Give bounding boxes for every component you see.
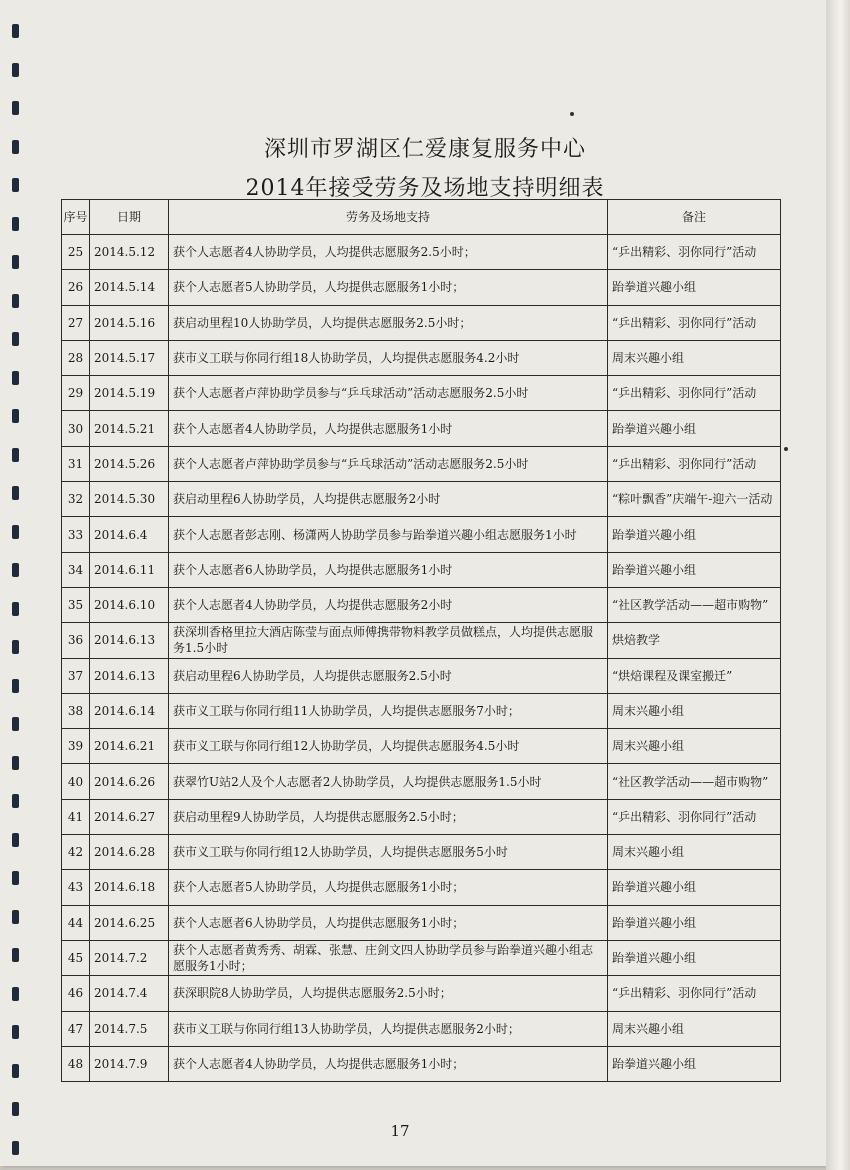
row-date-cell: 2014.6.11: [90, 552, 169, 587]
binding-ring: [12, 486, 19, 500]
binding-ring: [12, 717, 19, 731]
row-remark-cell: 周末兴趣小组: [608, 340, 781, 375]
row-remark-cell: 跆拳道兴趣小组: [608, 905, 781, 940]
row-support-cell: 获个人志愿者卢萍协助学员参与“乒乓球活动”活动志愿服务2.5小时: [169, 376, 608, 411]
row-date-cell: 2014.6.13: [90, 623, 169, 658]
table-row: [62, 835, 781, 870]
row-number-cell: 25: [62, 235, 90, 270]
row-support-cell: 获个人志愿者4人协助学员，人均提供志愿服务1小时: [169, 411, 608, 446]
row-remark-cell: “社区教学活动——超市购物”: [608, 764, 781, 799]
binding-ring: [12, 987, 19, 1001]
binding-ring: [12, 871, 19, 885]
row-date-cell: 2014.5.17: [90, 340, 169, 375]
row-remark-cell: 烘焙教学: [608, 623, 781, 658]
binding-ring: [12, 1141, 19, 1155]
table-row: [62, 235, 781, 270]
row-support-cell: 获启动里程10人协助学员，人均提供志愿服务2.5小时；: [169, 305, 608, 340]
row-remark-cell: “乒出精彩、羽你同行”活动: [608, 235, 781, 270]
row-remark-cell: “乒出精彩、羽你同行”活动: [608, 376, 781, 411]
table-row: [62, 623, 781, 658]
table-row: [62, 870, 781, 905]
binding-ring: [12, 448, 19, 462]
row-support-cell: 获启动里程9人协助学员，人均提供志愿服务2.5小时；: [169, 799, 608, 834]
row-date-cell: 2014.6.14: [90, 693, 169, 728]
row-date-cell: 2014.5.21: [90, 411, 169, 446]
row-date-cell: 2014.6.28: [90, 835, 169, 870]
row-date-cell: 2014.5.30: [90, 482, 169, 517]
row-remark-cell: “乒出精彩、羽你同行”活动: [608, 799, 781, 834]
binding-ring: [12, 525, 19, 539]
row-number-cell: 35: [62, 587, 90, 622]
row-date-cell: 2014.6.25: [90, 905, 169, 940]
table-row: [62, 305, 781, 340]
table-row: [62, 1011, 781, 1046]
row-date-cell: 2014.7.2: [90, 940, 169, 975]
row-support-cell: 获个人志愿者6人协助学员，人均提供志愿服务1小时；: [169, 905, 608, 940]
row-number-cell: 26: [62, 270, 90, 305]
table-row: [62, 976, 781, 1011]
table-row: [62, 376, 781, 411]
table-row: [62, 517, 781, 552]
row-number-cell: 47: [62, 1011, 90, 1046]
row-date-cell: 2014.6.18: [90, 870, 169, 905]
row-remark-cell: 跆拳道兴趣小组: [608, 552, 781, 587]
row-date-cell: 2014.5.14: [90, 270, 169, 305]
support-table: [61, 199, 781, 1082]
binding-ring: [12, 294, 19, 308]
row-number-cell: 36: [62, 623, 90, 658]
row-number-cell: 41: [62, 799, 90, 834]
binding-ring: [12, 640, 19, 654]
row-remark-cell: 周末兴趣小组: [608, 1011, 781, 1046]
binding-ring: [12, 255, 19, 269]
row-support-cell: 获个人志愿者卢萍协助学员参与“乒乓球活动”活动志愿服务2.5小时: [169, 446, 608, 481]
row-support-cell: 获翠竹U站2人及个人志愿者2人协助学员，人均提供志愿服务1.5小时: [169, 764, 608, 799]
row-number-cell: 32: [62, 482, 90, 517]
row-date-cell: 2014.7.4: [90, 976, 169, 1011]
row-date-cell: 2014.5.16: [90, 305, 169, 340]
row-remark-cell: 跆拳道兴趣小组: [608, 411, 781, 446]
row-support-cell: 获启动里程6人协助学员，人均提供志愿服务2.5小时: [169, 658, 608, 693]
row-date-cell: 2014.6.26: [90, 764, 169, 799]
row-number-cell: 46: [62, 976, 90, 1011]
row-remark-cell: 跆拳道兴趣小组: [608, 870, 781, 905]
row-support-cell: 获深职院8人协助学员，人均提供志愿服务2.5小时；: [169, 976, 608, 1011]
table-row: [62, 446, 781, 481]
table-row: [62, 340, 781, 375]
row-date-cell: 2014.5.12: [90, 235, 169, 270]
binding-ring: [12, 794, 19, 808]
binding-ring: [12, 948, 19, 962]
row-support-cell: 获个人志愿者5人协助学员，人均提供志愿服务1小时；: [169, 870, 608, 905]
row-number-cell: 48: [62, 1046, 90, 1081]
binding-ring: [12, 63, 19, 77]
table-row: [62, 587, 781, 622]
row-remark-cell: 周末兴趣小组: [608, 729, 781, 764]
row-remark-cell: 周末兴趣小组: [608, 835, 781, 870]
header-support: 劳务及场地支持: [169, 200, 608, 235]
binding-ring: [12, 371, 19, 385]
row-remark-cell: “粽叶飘香”庆端午-迎六一活动: [608, 482, 781, 517]
row-number-cell: 40: [62, 764, 90, 799]
row-remark-cell: 跆拳道兴趣小组: [608, 517, 781, 552]
row-support-cell: 获启动里程6人协助学员，人均提供志愿服务2小时: [169, 482, 608, 517]
table-header-row: [62, 200, 781, 235]
row-remark-cell: “乒出精彩、羽你同行”活动: [608, 305, 781, 340]
row-number-cell: 39: [62, 729, 90, 764]
table-row: [62, 729, 781, 764]
row-support-cell: 获个人志愿者5人协助学员，人均提供志愿服务1小时；: [169, 270, 608, 305]
row-number-cell: 44: [62, 905, 90, 940]
row-remark-cell: 跆拳道兴趣小组: [608, 1046, 781, 1081]
row-support-cell: 获市义工联与你同行组12人协助学员，人均提供志愿服务5小时: [169, 835, 608, 870]
row-remark-cell: “乒出精彩、羽你同行”活动: [608, 446, 781, 481]
row-date-cell: 2014.6.10: [90, 587, 169, 622]
row-remark-cell: “烘焙课程及课室搬迁”: [608, 658, 781, 693]
row-remark-cell: “社区教学活动——超市购物”: [608, 587, 781, 622]
binding-ring: [12, 833, 19, 847]
row-remark-cell: 周末兴趣小组: [608, 693, 781, 728]
row-number-cell: 27: [62, 305, 90, 340]
binding-ring: [12, 910, 19, 924]
binding-ring: [12, 679, 19, 693]
binding-ring: [12, 1025, 19, 1039]
row-number-cell: 45: [62, 940, 90, 975]
row-date-cell: 2014.6.4: [90, 517, 169, 552]
speck: [570, 112, 574, 116]
table-row: [62, 658, 781, 693]
row-number-cell: 34: [62, 552, 90, 587]
row-number-cell: 33: [62, 517, 90, 552]
binding-ring: [12, 756, 19, 770]
row-number-cell: 31: [62, 446, 90, 481]
document-subtitle: 2014年接受劳务及场地支持明细表: [245, 176, 605, 201]
row-date-cell: 2014.7.9: [90, 1046, 169, 1081]
header-date: 日期: [90, 200, 169, 235]
binding-ring: [12, 602, 19, 616]
row-number-cell: 28: [62, 340, 90, 375]
row-remark-cell: “乒出精彩、羽你同行”活动: [608, 976, 781, 1011]
row-number-cell: 30: [62, 411, 90, 446]
row-support-cell: 获个人志愿者6人协助学员，人均提供志愿服务1小时: [169, 552, 608, 587]
row-date-cell: 2014.6.13: [90, 658, 169, 693]
header-remark: 备注: [608, 200, 781, 235]
binding-ring: [12, 101, 19, 115]
row-support-cell: 获个人志愿者彭志刚、杨潇两人协助学员参与跆拳道兴趣小组志愿服务1小时: [169, 517, 608, 552]
document-title: 深圳市罗湖区仁爱康复服务中心: [263, 137, 586, 162]
row-support-cell: 获市义工联与你同行组18人协助学员，人均提供志愿服务4.2小时: [169, 340, 608, 375]
table-row: [62, 764, 781, 799]
row-support-cell: 获个人志愿者4人协助学员，人均提供志愿服务1小时；: [169, 1046, 608, 1081]
table-row: [62, 693, 781, 728]
table-row: [62, 940, 781, 975]
binding-ring: [12, 409, 19, 423]
row-date-cell: 2014.6.27: [90, 799, 169, 834]
table-row: [62, 270, 781, 305]
table-row: [62, 905, 781, 940]
table-row: [62, 482, 781, 517]
row-number-cell: 38: [62, 693, 90, 728]
speck: [784, 447, 788, 451]
row-date-cell: 2014.7.5: [90, 1011, 169, 1046]
row-remark-cell: 跆拳道兴趣小组: [608, 270, 781, 305]
row-support-cell: 获个人志愿者4人协助学员，人均提供志愿服务2小时: [169, 587, 608, 622]
header-no: 序号: [62, 200, 90, 235]
binding-ring: [12, 563, 19, 577]
binding-ring: [12, 217, 19, 231]
row-remark-cell: 跆拳道兴趣小组: [608, 940, 781, 975]
table-row: [62, 552, 781, 587]
row-support-cell: 获深圳香格里拉大酒店陈莹与面点师傅携带物料教学员做糕点，人均提供志愿服务1.5小时: [169, 623, 608, 658]
table-row: [62, 411, 781, 446]
page-number: 17: [390, 1122, 410, 1140]
row-support-cell: 获个人志愿者黄秀秀、胡霖、张慧、庄剑文四人协助学员参与跆拳道兴趣小组志愿服务1小时；: [169, 940, 608, 975]
binding-ring: [12, 332, 19, 346]
row-number-cell: 42: [62, 835, 90, 870]
table-row: [62, 1046, 781, 1081]
row-support-cell: 获市义工联与你同行组13人协助学员，人均提供志愿服务2小时；: [169, 1011, 608, 1046]
binding-ring: [12, 1102, 19, 1116]
row-number-cell: 29: [62, 376, 90, 411]
binding-ring: [12, 24, 19, 38]
row-date-cell: 2014.5.19: [90, 376, 169, 411]
row-number-cell: 37: [62, 658, 90, 693]
row-date-cell: 2014.6.21: [90, 729, 169, 764]
row-number-cell: 43: [62, 870, 90, 905]
row-date-cell: 2014.5.26: [90, 446, 169, 481]
row-support-cell: 获个人志愿者4人协助学员，人均提供志愿服务2.5小时；: [169, 235, 608, 270]
table-row: [62, 799, 781, 834]
row-support-cell: 获市义工联与你同行组11人协助学员，人均提供志愿服务7小时；: [169, 693, 608, 728]
row-support-cell: 获市义工联与你同行组12人协助学员，人均提供志愿服务4.5小时: [169, 729, 608, 764]
binding-ring: [12, 1064, 19, 1078]
